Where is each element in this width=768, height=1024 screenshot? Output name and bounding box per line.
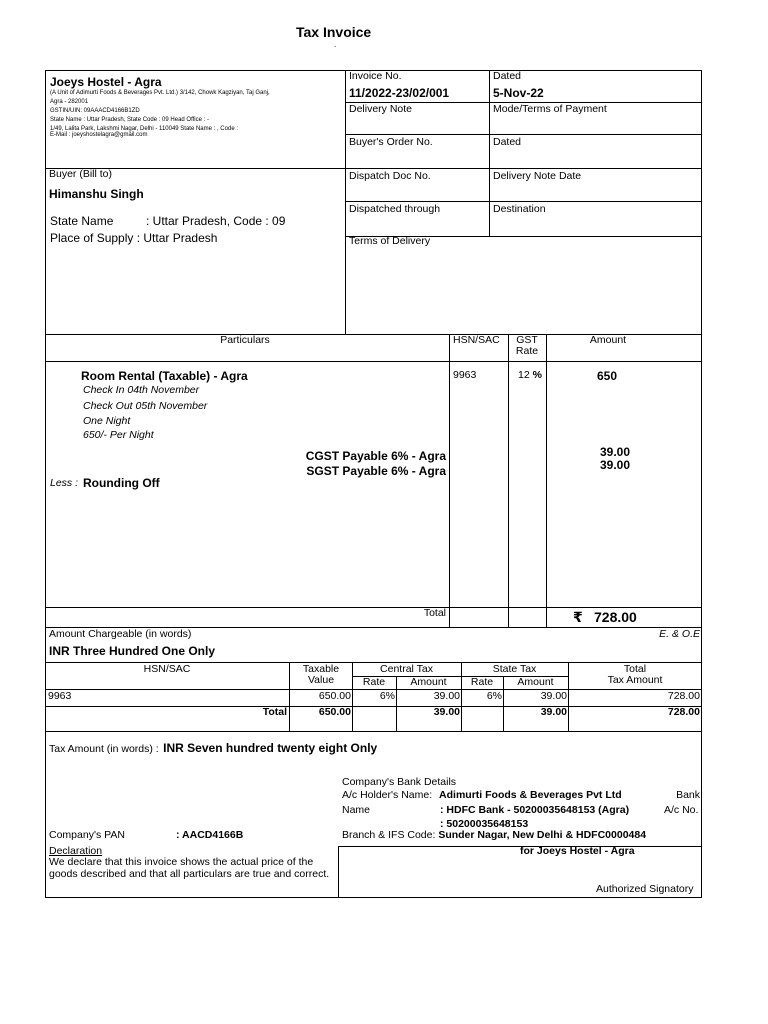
tax-row-state-rate: 6%: [486, 690, 502, 702]
tax-row-state-amount: 39.00: [540, 690, 567, 702]
tax-total-label: Total: [262, 706, 287, 718]
col-amount: Amount: [589, 334, 627, 346]
invoice-title: Tax Invoice: [296, 24, 372, 40]
dated-2-label: Dated: [493, 136, 522, 148]
bank-ifs-label: Branch & IFS Code:: [342, 829, 436, 841]
mode-of-payment-label: Mode/Terms of Payment: [493, 103, 607, 115]
col-hsn: HSN/SAC: [453, 334, 500, 346]
invoice-no-value: 11/2022-23/02/001: [349, 86, 450, 100]
buyer-state-label: State Name: [50, 214, 114, 228]
total-value: 728.00: [594, 609, 637, 625]
bank-holder: [342, 789, 700, 801]
tax-row-central-rate: 6%: [379, 690, 395, 702]
tax-total-central-amount: 39.00: [433, 706, 460, 718]
col-particulars: Particulars: [220, 334, 270, 346]
title-dot: .: [334, 40, 337, 49]
dated-value: 5-Nov-22: [493, 86, 544, 100]
gst-rate-value: 12: [518, 369, 530, 381]
buyer-label: Buyer (Bill to): [49, 168, 113, 180]
tax-words-value: INR Seven hundred twenty eight Only: [163, 741, 378, 755]
amount-words-value: INR Three Hundred One Only: [49, 644, 216, 658]
seller-email: E-Mail : joeyshostelagra@gmail.com: [50, 132, 148, 138]
acno-value: : 50200035648153: [440, 818, 529, 830]
tax-words: [49, 739, 377, 757]
gst-rate-percent: %: [532, 369, 542, 381]
total-label: Total: [423, 607, 446, 619]
item-gst-rate: [518, 369, 542, 381]
item-hsn: 9963: [453, 369, 477, 381]
tax-col-taxable: Taxable: [302, 663, 340, 675]
item-desc-line: One Night: [83, 415, 131, 427]
dispatch-doc-label: Dispatch Doc No.: [349, 170, 431, 182]
tax-col-central-rate: Rate: [362, 676, 386, 688]
sgst-label: SGST Payable 6% - Agra: [306, 464, 446, 478]
tax-words-label: Tax Amount (in words) :: [49, 743, 159, 755]
item-desc-line: Check In 04th November: [83, 384, 200, 396]
less-label: Less :: [50, 477, 79, 489]
seller-head-office: 1/49, Lalita Park, Lakshmi Nagar, Delhi - 110049 State Name : , Code :: [50, 126, 238, 132]
dated-label: Dated: [493, 70, 522, 82]
bank-ifs: [342, 829, 646, 841]
amount-words-label: Amount Chargeable (in words): [49, 628, 192, 640]
pan-label: Company's PAN: [49, 829, 125, 841]
rounding-off-label: Rounding Off: [83, 476, 160, 490]
item-desc-line: 650/- Per Night: [83, 429, 154, 441]
bank-holder-label: A/c Holder's Name:: [342, 789, 433, 801]
tax-col-total: Total: [623, 663, 647, 675]
item-desc-line: Check Out 05th November: [83, 400, 208, 412]
destination-label: Destination: [493, 203, 546, 215]
tax-total-total: 728.00: [667, 706, 700, 718]
pan-value: : AACD4166B: [176, 829, 244, 841]
tax-col-total-2: Tax Amount: [607, 674, 663, 686]
bank-name-label: Name: [342, 804, 371, 816]
bank-holder-value: Adimurti Foods & Beverages Pvt Ltd: [439, 789, 622, 801]
seller-name: Joeys Hostel - Agra: [50, 75, 162, 89]
bank-name-value: : HDFC Bank - 50200035648153 (Agra): [440, 804, 630, 816]
signature-for: for Joeys Hostel - Agra: [520, 845, 635, 857]
seller-gstin: GSTIN/UIN: 09AAACD4166B1ZD: [50, 108, 140, 114]
tax-total-taxable: 650.00: [318, 706, 351, 718]
item-name: Room Rental (Taxable) - Agra: [81, 369, 248, 383]
tax-row-taxable: 650.00: [318, 690, 351, 702]
tax-col-hsn: HSN/SAC: [143, 663, 191, 675]
bank-heading: Company's Bank Details: [342, 776, 457, 788]
authorized-signatory: Authorized Signatory: [596, 883, 694, 895]
tax-col-central-amount: Amount: [410, 676, 447, 688]
tax-col-state-rate: Rate: [470, 676, 494, 688]
buyer-state-value: : Uttar Pradesh, Code : 09: [146, 214, 286, 228]
terms-of-delivery-label: Terms of Delivery: [349, 235, 431, 247]
tax-row-hsn: 9963: [48, 690, 72, 702]
sgst-amount: 39.00: [600, 458, 631, 472]
invoice-no-label: Invoice No.: [349, 70, 402, 82]
declaration-heading: Declaration: [49, 845, 103, 857]
cgst-amount: 39.00: [600, 445, 631, 459]
buyers-order-label: Buyer's Order No.: [349, 136, 433, 148]
acno-label: A/c No.: [664, 804, 699, 816]
seller-state: State Name : Uttar Pradesh, State Code : 09 Head Office : -: [50, 117, 209, 123]
rupee-icon: ₹: [573, 609, 583, 625]
cgst-label: CGST Payable 6% - Agra: [305, 449, 446, 463]
delivery-note-label: Delivery Note: [349, 103, 413, 115]
buyer-name: Himanshu Singh: [49, 187, 144, 201]
tax-col-taxable-2: Value: [307, 674, 335, 686]
bank-ifs-value: Sunder Nagar, New Delhi & HDFC0000484: [438, 829, 647, 841]
col-gst-rate-2: Rate: [515, 345, 539, 357]
bank-label-a: Bank: [676, 789, 700, 801]
dispatched-through-label: Dispatched through: [349, 203, 441, 215]
seller-address-line: (A Unit of Adimurti Foods & Beverages Pvt. Ltd.) 3/142, Chowk Kagziyan, Taj Ganj,: [50, 90, 270, 96]
seller-address-line: Agra - 282001: [50, 99, 89, 105]
eoe-label: E. & O.E: [659, 628, 700, 640]
col-gst-rate: GST: [516, 334, 538, 346]
tax-col-central: Central Tax: [380, 663, 433, 675]
delivery-note-date-label: Delivery Note Date: [493, 170, 582, 182]
item-amount: 650: [597, 369, 618, 383]
tax-total-state-amount: 39.00: [540, 706, 567, 718]
tax-col-state-amount: Amount: [517, 676, 554, 688]
tax-row-total: 728.00: [667, 690, 700, 702]
tax-col-state: State Tax: [492, 663, 537, 675]
place-of-supply: Place of Supply : Uttar Pradesh: [50, 231, 218, 245]
tax-row-central-amount: 39.00: [433, 690, 460, 702]
declaration-text: We declare that this invoice shows the actual price of the goods described and that all particulars are true and correct.: [49, 856, 330, 880]
